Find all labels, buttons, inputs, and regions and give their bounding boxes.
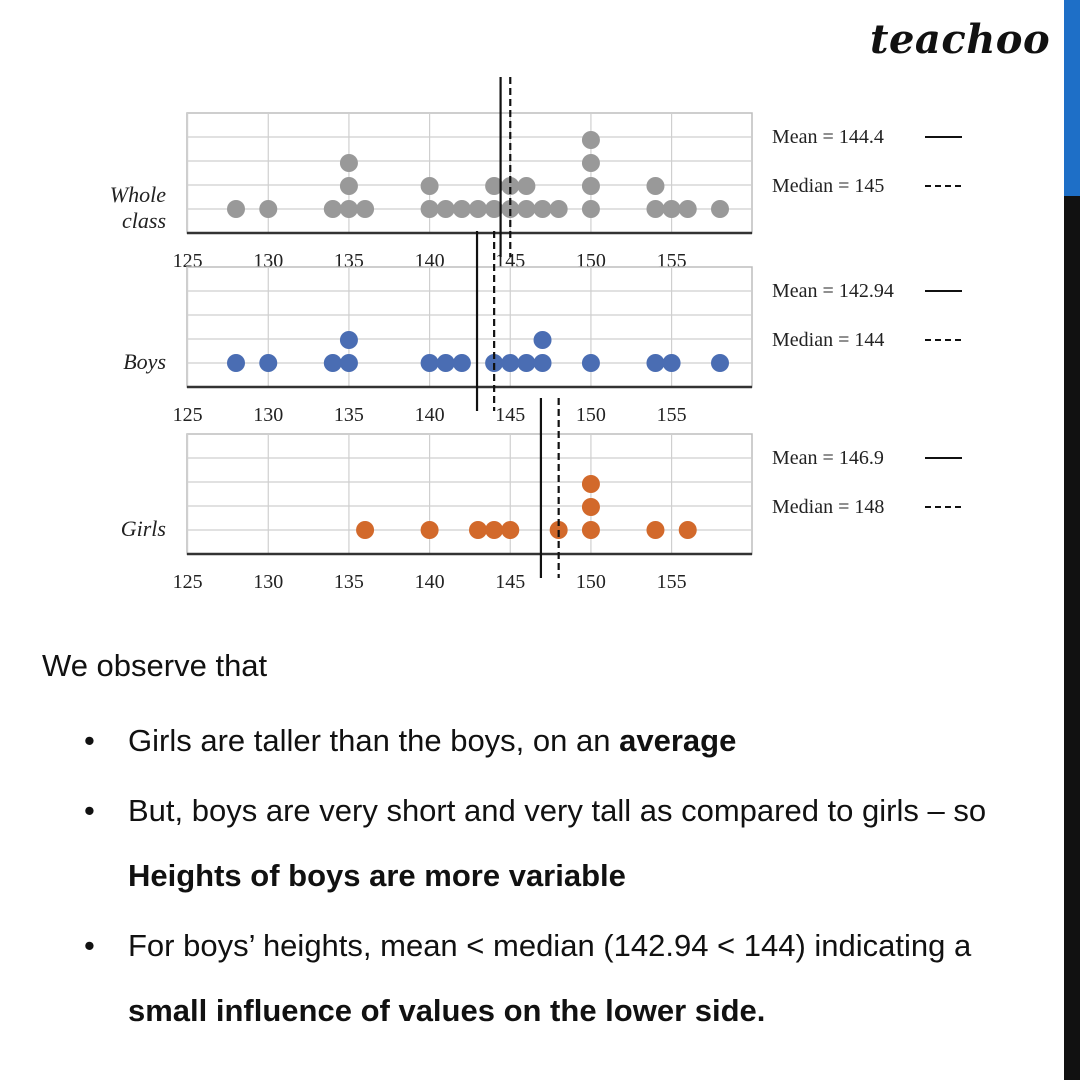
observation-text: For boys’ heights, mean < median (142.94 < 144) indicating a	[128, 928, 972, 963]
whole-group-label: Whole	[109, 182, 166, 207]
bullet: •	[84, 723, 95, 758]
whole-dot	[646, 177, 664, 195]
observation-emphasis: Heights of boys are more variable	[128, 858, 626, 893]
whole-tick-label: 155	[656, 250, 687, 272]
whole-dot	[679, 200, 697, 218]
whole-dot	[437, 200, 455, 218]
boys-dot	[340, 331, 358, 349]
boys-dot	[227, 354, 245, 372]
girls-tick-label: 130	[253, 571, 284, 593]
whole-dot	[517, 177, 535, 195]
girls-dot	[469, 521, 487, 539]
sidebar-accent	[1064, 0, 1080, 196]
whole-dot	[453, 200, 471, 218]
whole-dot	[421, 200, 439, 218]
boys-dot	[534, 331, 552, 349]
whole-dot	[550, 200, 568, 218]
girls-dot	[485, 521, 503, 539]
whole-dot	[582, 131, 600, 149]
whole-mean-label: Mean = 144.4	[772, 126, 884, 148]
observation-emphasis: average	[619, 723, 737, 758]
boys-dot	[711, 354, 729, 372]
whole-dot	[711, 200, 729, 218]
girls-dot	[679, 521, 697, 539]
observation-text: Girls are taller than the boys, on an	[128, 723, 620, 758]
boys-group-label: Boys	[123, 349, 166, 374]
observation-item	[42, 913, 1032, 1043]
girls-mean-label: Mean = 146.9	[772, 447, 884, 469]
girls-dot	[582, 475, 600, 493]
observation-emphasis: small influence of values on the lower side.	[128, 993, 766, 1028]
whole-dot	[340, 177, 358, 195]
whole-dot	[582, 154, 600, 172]
dot-plots	[0, 60, 1000, 620]
whole-dot	[517, 200, 535, 218]
teachoo-logo: teachoo	[870, 16, 1051, 63]
boys-dot	[663, 354, 681, 372]
whole-group-label: class	[122, 208, 166, 233]
bullet: •	[84, 793, 95, 828]
girls-dot	[421, 521, 439, 539]
girls-dot	[582, 498, 600, 516]
boys-median-label: Median = 144	[772, 329, 885, 351]
observation-item	[42, 778, 1032, 908]
boys-tick-label: 155	[656, 404, 687, 426]
boys-tick-label: 150	[575, 404, 606, 426]
boys-dot	[517, 354, 535, 372]
whole-dot	[646, 200, 664, 218]
whole-median-label: Median = 145	[772, 175, 885, 197]
whole-dot	[356, 200, 374, 218]
girls-tick-label: 125	[172, 571, 203, 593]
boys-dot	[453, 354, 471, 372]
observation-item	[42, 708, 1032, 773]
boys-dot	[646, 354, 664, 372]
girls-tick-label: 150	[575, 571, 606, 593]
observation-text: But, boys are very short and very tall as compared to girls – so	[128, 793, 987, 828]
whole-tick-label: 125	[172, 250, 203, 272]
boys-dot	[437, 354, 455, 372]
girls-dot	[356, 521, 374, 539]
whole-dot	[421, 177, 439, 195]
observation-list	[42, 708, 1032, 1043]
observations	[42, 644, 1032, 1048]
girls-median-label: Median = 148	[772, 496, 885, 518]
whole-dot	[582, 177, 600, 195]
boys-tick-label: 130	[253, 404, 284, 426]
girls-dot	[501, 521, 519, 539]
girls-dot	[646, 521, 664, 539]
whole-dot	[582, 200, 600, 218]
boys-tick-label: 140	[414, 404, 445, 426]
whole-dot	[324, 200, 342, 218]
whole-dot	[259, 200, 277, 218]
whole-tick-label: 150	[575, 250, 606, 272]
boys-dot	[421, 354, 439, 372]
whole-dot	[340, 154, 358, 172]
girls-tick-label: 135	[333, 571, 364, 593]
girls-tick-label: 140	[414, 571, 445, 593]
boys-tick-label: 145	[495, 404, 526, 426]
boys-dot	[324, 354, 342, 372]
whole-tick-label: 140	[414, 250, 445, 272]
whole-tick-label: 130	[253, 250, 284, 272]
observations-intro: We observe that	[42, 648, 268, 683]
boys-tick-label: 135	[333, 404, 364, 426]
whole-dot	[469, 200, 487, 218]
whole-dot	[534, 200, 552, 218]
whole-dot	[663, 200, 681, 218]
whole-tick-label: 135	[333, 250, 364, 272]
girls-tick-label: 145	[495, 571, 526, 593]
girls-tick-label: 155	[656, 571, 687, 593]
whole-tick-label: 145	[495, 250, 526, 272]
whole-dot	[227, 200, 245, 218]
girls-dot	[582, 521, 600, 539]
whole-dot	[340, 200, 358, 218]
boys-mean-label: Mean = 142.94	[772, 280, 894, 302]
bullet: •	[84, 928, 95, 963]
boys-dot	[534, 354, 552, 372]
boys-dot	[582, 354, 600, 372]
girls-group-label: Girls	[120, 516, 166, 541]
boys-dot	[340, 354, 358, 372]
girls-plot-frame	[187, 434, 752, 554]
boys-tick-label: 125	[172, 404, 203, 426]
boys-dot	[259, 354, 277, 372]
boys-dot	[501, 354, 519, 372]
